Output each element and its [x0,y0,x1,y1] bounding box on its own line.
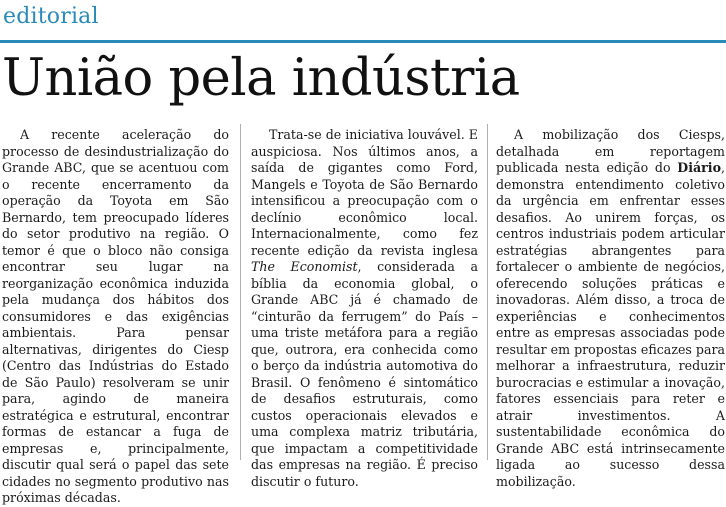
paragraph [496,127,725,490]
newspaper-name: Diário [677,160,721,175]
paragraph-text: A mobilização dos Ciesps, detalhada em reportagem publicada nesta edição do [496,127,725,175]
paragraph: A recente aceleração do processo de desindustrialização do Grande ABC, que se acentuou com o recente encerramento da operação da Toyota em São Bernardo, tem preocupado líderes do setor produtivo na região. O temor é que o bloco não consiga encontrar seu lugar na reorganização econômica induzida pela mudança dos hábitos dos consumidores e das exigências ambientais. Para pensar alternativas, dirigentes do Ciesp (Centro das Indústrias do Estado de São Paulo) resolveram se unir para, agindo de maneira estratégica e estrutural, encontrar formas de estancar a fuga de empresas e, principalmente, discutir qual será o papel das sete cidades no segmento produtivo nas próximas décadas. [2,127,229,505]
article-column-1 [2,127,229,507]
paragraph-text: , considerada a bíblia da economia global, o Grande ABC já é chamado de “cinturão da ferrugem” do País – uma triste metáfora para a região que, outrora, era conhecida como o berço da indústria automotiva do Brasil. O fenômeno é sintomático de desafios estruturais, como custos operacionais elevados e uma complexa matriz tributária, que impactam a competitividade das empresas na região. É preciso discutir o futuro. [251,259,478,489]
article-column-3 [496,127,725,490]
article-column-2 [251,127,478,490]
paragraph-text: , demonstra entendimento coletivo da urgência em enfrentar esses desafios. Ao unirem forças, os centros industriais podem articular estratégias abrangentes para fortalecer o ambiente de negócios, oferecendo soluções práticas e inovadoras. Além disso, a troca de experiências e conhecimentos entre as empresas associadas pode resultar em propostas eficazes para melhorar a infraestrutura, reduzir burocracias e estimular a inovação, fatores essenciais para reter e atrair investimentos. A sustentabilidade econômica do Grande ABC está intrinsecamente ligada ao sucesso dessa mobilização. [496,160,725,489]
section-divider [0,40,726,43]
paragraph-text: Trata-se de iniciativa louvável. E auspiciosa. Nos últimos anos, a saída de gigantes como Ford, Mangels e Toyota de São Bernardo intensificou a preocupação com o declínio econômico local. Internacionalmente, como fez recente edição da revista inglesa [251,127,478,258]
column-divider [240,124,241,460]
section-label: editorial [3,4,99,29]
headline: União pela indústria [2,49,520,108]
publication-name: The Economist [251,259,358,274]
column-divider [487,124,488,460]
paragraph [251,127,478,490]
